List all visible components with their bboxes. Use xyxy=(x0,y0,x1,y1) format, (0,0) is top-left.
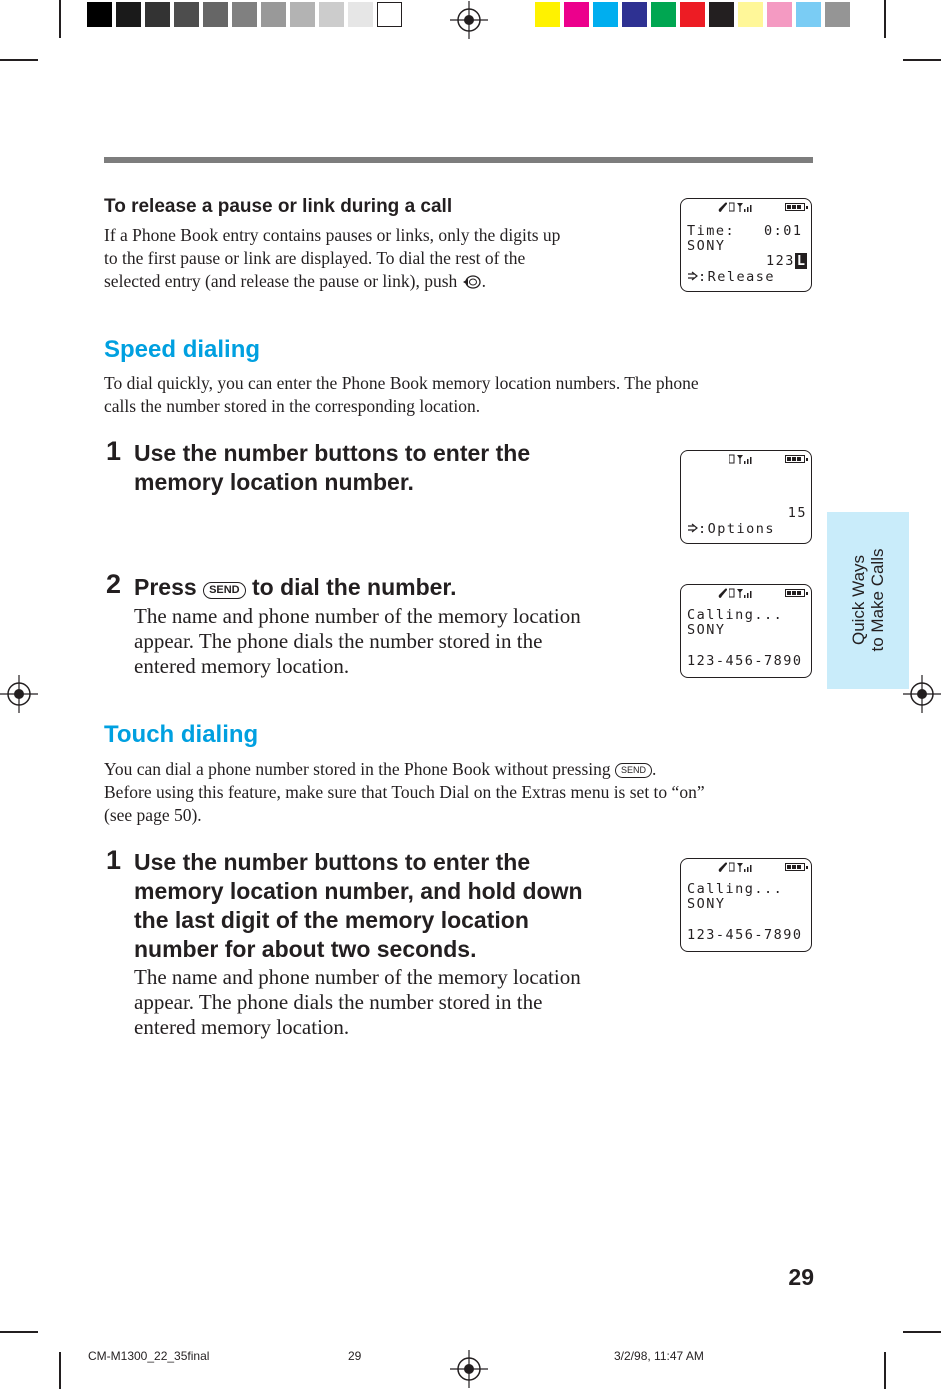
gray-swatch xyxy=(203,2,228,27)
display-line: SONY xyxy=(687,238,726,254)
speed-dialing-intro xyxy=(104,372,824,418)
signal-icon xyxy=(729,588,759,599)
text-span: . xyxy=(481,271,487,291)
link-badge: L xyxy=(796,253,805,269)
speed-dialing-heading: Speed dialing xyxy=(104,336,261,363)
phone-display xyxy=(680,450,812,544)
jog-dial-icon xyxy=(462,274,482,290)
text-line: appear. The phone dials the number stored in the xyxy=(134,990,543,1014)
color-swatch xyxy=(593,2,618,27)
display-line: Time: 0:01 xyxy=(687,223,803,239)
phone-display xyxy=(680,584,812,678)
send-button-icon: SEND xyxy=(615,763,652,778)
status-bar xyxy=(681,862,811,874)
step-body xyxy=(134,965,581,1040)
jog-arrow-icon xyxy=(687,523,698,534)
gray-swatch xyxy=(319,2,344,27)
step-number: 2 xyxy=(106,569,122,599)
registration-mark-icon xyxy=(0,675,38,713)
text-line: entered memory location. xyxy=(134,654,350,678)
text-line: Use the number buttons to enter the xyxy=(134,849,531,875)
battery-icon xyxy=(785,203,805,211)
handset-icon xyxy=(718,588,728,599)
display-line: SONY xyxy=(687,622,726,638)
color-swatch xyxy=(535,2,560,27)
display-text: :Release xyxy=(698,269,776,285)
battery-icon xyxy=(785,455,805,463)
crop-mark xyxy=(903,1331,941,1333)
display-line: SONY xyxy=(687,896,726,912)
handset-icon xyxy=(718,202,728,213)
crop-mark xyxy=(903,59,941,61)
step-number: 1 xyxy=(106,845,122,875)
text-span: You can dial a phone number stored in the Phone Book without pressing xyxy=(104,759,611,779)
signal-icon xyxy=(729,454,759,465)
crop-mark xyxy=(884,1352,886,1389)
signal-icon xyxy=(729,862,759,873)
gray-swatch xyxy=(377,2,402,27)
crop-mark xyxy=(0,1331,38,1333)
footer-page: 29 xyxy=(348,1349,362,1363)
text-line: To dial quickly, you can enter the Phone Book memory location numbers. The phone xyxy=(104,373,699,393)
gray-swatch xyxy=(232,2,257,27)
footer-timestamp: 3/2/98, 11:47 AM xyxy=(614,1349,704,1363)
status-bar xyxy=(681,454,811,466)
gray-swatch xyxy=(87,2,112,27)
touch-dialing-intro xyxy=(104,758,824,827)
text-line: Before using this feature, make sure that Touch Dial on the Extras menu is set to “on” xyxy=(104,782,705,802)
gray-swatch xyxy=(290,2,315,27)
text-line: memory location number, and hold down xyxy=(134,878,583,904)
gray-swatch xyxy=(261,2,286,27)
crop-mark xyxy=(59,1352,61,1389)
grayscale-bar xyxy=(87,0,407,30)
jog-arrow-icon xyxy=(687,271,698,282)
registration-mark-icon xyxy=(450,1,488,39)
color-swatch xyxy=(709,2,734,27)
signal-icon xyxy=(729,202,759,213)
crop-mark xyxy=(0,59,38,61)
color-swatch xyxy=(680,2,705,27)
color-swatch xyxy=(622,2,647,27)
crop-mark xyxy=(884,0,886,38)
step-number: 1 xyxy=(106,436,122,466)
battery-icon xyxy=(785,589,805,597)
color-swatch xyxy=(738,2,763,27)
text-line: (see page 50). xyxy=(104,805,202,825)
display-line: Calling... xyxy=(687,607,784,623)
text-line: memory location number. xyxy=(134,469,414,495)
display-text: :Options xyxy=(698,521,776,537)
color-swatch xyxy=(651,2,676,27)
page-number: 29 xyxy=(788,1264,814,1290)
display-line: Calling... xyxy=(687,881,784,897)
display-line: 123-456-7890 xyxy=(687,927,803,943)
status-bar xyxy=(681,588,811,600)
display-line xyxy=(687,254,807,270)
text-line xyxy=(104,758,824,781)
handset-icon xyxy=(718,862,728,873)
text-line: appear. The phone dials the number stored in the xyxy=(134,629,543,653)
gray-swatch xyxy=(145,2,170,27)
color-swatch xyxy=(564,2,589,27)
display-line xyxy=(687,522,807,538)
display-line xyxy=(687,270,807,286)
text-line: The name and phone number of the memory location xyxy=(134,965,581,989)
text-line: to Make Calls xyxy=(868,548,887,652)
text-line: Quick Ways xyxy=(849,554,868,646)
display-line: 123-456-7890 xyxy=(687,653,803,669)
touch-dialing-heading: Touch dialing xyxy=(104,721,259,748)
color-swatch xyxy=(796,2,821,27)
gray-swatch xyxy=(348,2,373,27)
text-line: the last digit of the memory location xyxy=(134,907,529,933)
text-line: to the first pause or link are displayed. To dial the rest of the xyxy=(104,248,526,268)
text-span: . xyxy=(652,759,657,779)
release-paragraph xyxy=(104,224,664,293)
step-title xyxy=(134,848,583,964)
text-line: If a Phone Book entry contains pauses or links, only the digits up xyxy=(104,225,561,245)
text-line: Use the number buttons to enter the xyxy=(134,440,531,466)
text-line: entered memory location. xyxy=(134,1015,350,1039)
color-bar xyxy=(535,0,855,30)
registration-mark-icon xyxy=(450,1350,488,1388)
color-swatch xyxy=(825,2,850,27)
step-title xyxy=(134,573,456,602)
phone-display xyxy=(680,198,812,292)
battery-icon xyxy=(785,863,805,871)
gray-swatch xyxy=(174,2,199,27)
side-tab-label xyxy=(849,549,887,652)
step-body xyxy=(134,604,581,679)
text-line: calls the number stored in the corresponding location. xyxy=(104,396,481,416)
status-bar xyxy=(681,202,811,214)
phone-display xyxy=(680,858,812,952)
text-line: The name and phone number of the memory location xyxy=(134,604,581,628)
display-text: 123 xyxy=(765,253,795,269)
text-span: selected entry (and release the pause or link), push xyxy=(104,271,458,291)
text-span: Press xyxy=(134,574,197,600)
step-title xyxy=(134,439,530,497)
text-line: number for about two seconds. xyxy=(134,936,477,962)
crop-mark xyxy=(59,0,61,38)
footer-filename: CM-M1300_22_35final xyxy=(88,1349,210,1363)
header-rule xyxy=(104,157,813,163)
send-button-icon: SEND xyxy=(203,582,246,599)
color-swatch xyxy=(767,2,792,27)
text-line xyxy=(104,270,664,293)
display-line: 15 xyxy=(787,505,807,521)
text-span: to dial the number. xyxy=(252,574,457,600)
release-subheading: To release a pause or link during a call xyxy=(104,196,453,217)
gray-swatch xyxy=(116,2,141,27)
